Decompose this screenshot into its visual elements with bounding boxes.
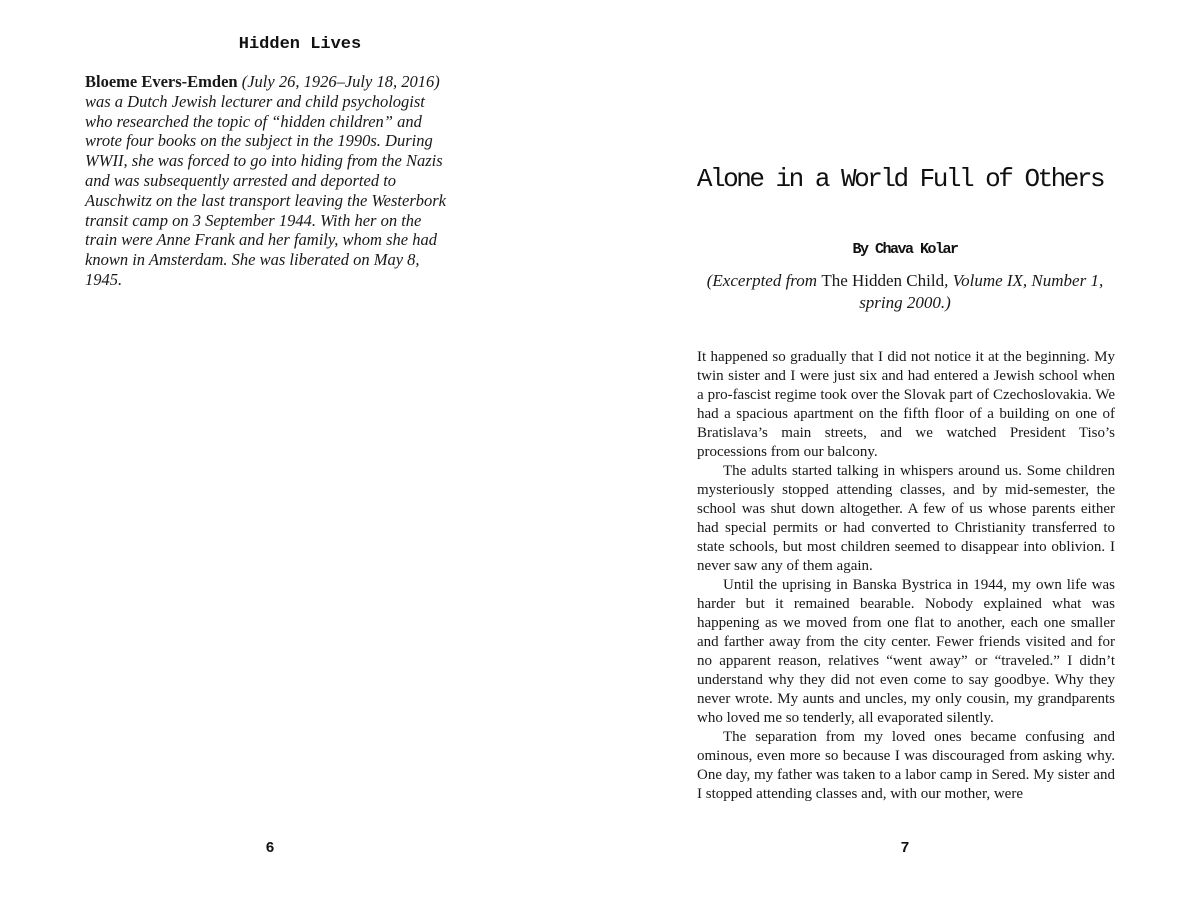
byline: By Chava Kolar (852, 241, 958, 258)
article-body (697, 348, 1115, 804)
body-paragraph: Until the uprising in Banska Bystrica in 1944, my own life was harder but it remained bearable. Nobody explained what was happening as we moved from one flat to another, each one smaller and farther away from the city center. Fewer friends visited and for no apparent reason, relatives “went away” or “traveled.” I didn’t understand why they did not even come to say goodbye. Why they never wrote. My aunts and uncles, my only cousin, my grandparents who loved me so tenderly, all evaporated silently. (697, 577, 1115, 726)
page-number-right: 7 (900, 840, 910, 857)
article-title: Alone in a World Full of Others (696, 164, 1104, 194)
excerpt-issue: , Volume IX, Number 1, (944, 271, 1104, 290)
excerpt-date-line: spring 2000.) (859, 293, 951, 312)
bio-text: (July 26, 1926–July 18, 2016) was a Dutch Jewish lecturer and child psychologist who researched the topic of “hidden children” and wrote four books on the subject in the 1990s. During WWII, she was forced to go into hiding from the Nazis and was subsequently arrested and deported to Auschwitz on the last transport leaving the Westerbork transit camp on 3 September 1944. With her on the train were Anne Frank and her family, whom she had known in Amsterdam. She was liberated on May 8, 1945. (85, 72, 446, 289)
excerpt-note (667, 270, 1143, 314)
body-paragraph: The separation from my loved ones became confusing and ominous, even more so because I was discouraged from asking why. One day, my father was taken to a labor camp in Sered. My sister and I stopped attending classes and, with our mother, were (697, 729, 1115, 802)
body-paragraph: The adults started talking in whispers around us. Some children mysteriously stopped attending classes, and by mid-semester, the school was shut down altogether. A few of us whose parents either had special permits or had converted to Christianity transferred to state schools, but most children seemed to disappear into oblivion. I never saw any of them again. (697, 463, 1115, 574)
excerpt-prefix: (Excerpted from (706, 271, 822, 290)
running-header: Hidden Lives (238, 35, 362, 54)
body-paragraph: It happened so gradually that I did not notice it at the beginning. My twin sister and I were just six and had entered a Jewish school when a pro-fascist regime took over the Slovak part of Czechoslovakia. We had a spacious apartment on the fifth floor of a building on one of Bratislava’s main streets, and we watched President Tiso’s processions from our balcony. (697, 349, 1115, 460)
excerpt-journal-title: The Hidden Child (821, 271, 945, 290)
page-number-left: 6 (265, 840, 275, 857)
bio-paragraph (85, 72, 447, 290)
bio-name: Bloeme Evers-Emden (85, 72, 238, 91)
right-page (600, 0, 1200, 900)
